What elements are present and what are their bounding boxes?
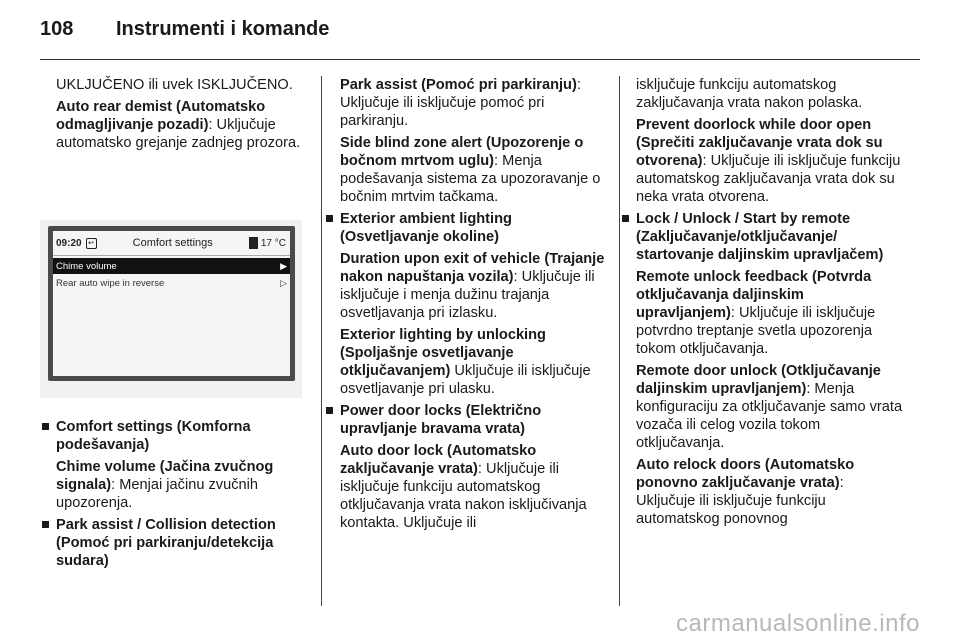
paragraph [340,76,605,130]
text: : Uključuje ili isključuje i menja dužinu trajanja osvetljavanja pri izlasku. [340,269,595,321]
menu-item-label: Chime volume [56,260,117,272]
term: Power door locks (Električno upravljanje bravama vrata) [340,403,542,437]
term: Lock / Unlock / Start by remote (Zaključavanje/otključavanje/ startovanje daljinskim upravljačem) [636,211,884,263]
text: : Uključuje ili isključuje potvrdno treptanje svetla upozorenja tokom otključavanja. [636,305,876,357]
page-header [40,18,329,48]
term: Park assist (Pomoć pri parkiranju) [340,77,577,93]
display-title: Comfort settings [132,237,213,249]
text: : Uključuje ili isključuje funkciju automatskog otključavanja vrata nakon isključivanja kontakta. Uključuje ili [340,461,587,531]
thermometer-icon [249,237,258,249]
display-bezel [48,226,295,381]
display-time: 09:20 [56,237,82,249]
term: Exterior ambient lighting (Osvetljavanje okoline) [340,211,512,245]
paragraph [636,116,906,206]
bullet-icon [42,521,49,528]
text: : Menjai jačinu zvučnih upozorenja. [56,477,258,511]
header-divider [40,59,920,60]
bullet-item [56,516,304,570]
display-status-bar [53,231,290,255]
text: isključuje funkciju automatskog zaključavanja vrata nakon polaska. [636,77,863,111]
term: Park assist / Collision detection (Pomoć pri parkiranju/detekcija sudara) [56,517,276,569]
paragraph [636,268,906,358]
text: : Uključuje automatsko grejanje zadnjeg prozora. [56,117,301,151]
paragraph [56,76,304,94]
column-2 [340,76,605,536]
text: : Uključuje ili isključuje funkciju automatskog ponovnog [636,475,844,527]
bullet-item [56,418,304,454]
bullet-icon [326,215,333,222]
paragraph [636,362,906,452]
bullet-icon [42,423,49,430]
term: Remote door unlock (Otključavanje daljinskim upravljanjem) [636,363,881,397]
column-divider [619,76,620,606]
bullet-item [340,402,605,438]
term: Exterior lighting by unlocking (Spoljašnje osvetljavanje otključavanjem) [340,327,546,379]
column-1 [56,76,304,156]
text: : Menja podešavanja sistema za upozoravanje o bočnim mrtvim tačkama. [340,153,601,205]
page-title: Instrumenti i komande [116,18,330,40]
text: Uključuje ili isključuje osvetljavanje pri ulasku. [340,363,591,397]
term: Comfort settings (Komforna podešavanja) [56,419,251,453]
paragraph [636,456,906,528]
term: Remote unlock feedback (Potvrda otključavanja daljinskim upravljanjem) [636,269,872,321]
chevron-right-icon: ▶ [280,260,287,271]
menu-item-label: Rear auto wipe in reverse [56,277,165,289]
text: : Uključuje ili isključuje funkciju automatskog zaključavanja vrata dok su neka vrata otvorena. [636,153,901,205]
bullet-icon [622,215,629,222]
column-3 [636,76,906,532]
term: Prevent doorlock while door open (Sprečiti zaključavanje vrata dok su otvorena) [636,117,883,169]
bullet-icon [326,407,333,414]
display-temperature: 17 °C [260,237,286,249]
menu-item-rear-auto-wipe [53,275,290,291]
back-icon: ↩ [86,238,97,249]
paragraph [636,76,906,112]
menu-item-chime-volume [53,258,290,274]
term: Chime volume (Jačina zvučnog signala) [56,459,274,493]
text: UKLJUČENO ili uvek ISKLJUČENO. [56,77,293,93]
term: Auto rear demist (Automatsko odmagljivanje pozadi) [56,99,266,133]
display-divider [53,255,290,256]
term: Side blind zone alert (Upozorenje o bočnom mrtvom uglu) [340,135,584,169]
column-1-lower [56,418,304,574]
paragraph [340,134,605,206]
paragraph [340,326,605,398]
page-number: 108 [40,18,74,40]
display-screen [53,231,290,376]
bullet-item [636,210,906,264]
term: Auto door lock (Automatsko zaključavanje vrata) [340,443,537,477]
paragraph [56,458,304,512]
bullet-item [340,210,605,246]
column-divider [321,76,322,606]
paragraph [56,98,304,152]
term: Duration upon exit of vehicle (Trajanje nakon napuštanja vozila) [340,251,605,285]
chevron-right-icon: ▷ [280,277,287,288]
watermark: carmanualsonline.info [676,610,920,637]
text: : Menja konfiguraciju za otključavanje samo vrata vozača ili celog vozila tokom otključavanja. [636,381,903,451]
term: Auto relock doors (Automatsko ponovno zaključavanje vrata) [636,457,855,491]
paragraph [340,442,605,532]
display-screenshot [40,220,302,398]
text: : Uključuje ili isključuje pomoć pri parkiranju. [340,77,581,129]
paragraph [340,250,605,322]
